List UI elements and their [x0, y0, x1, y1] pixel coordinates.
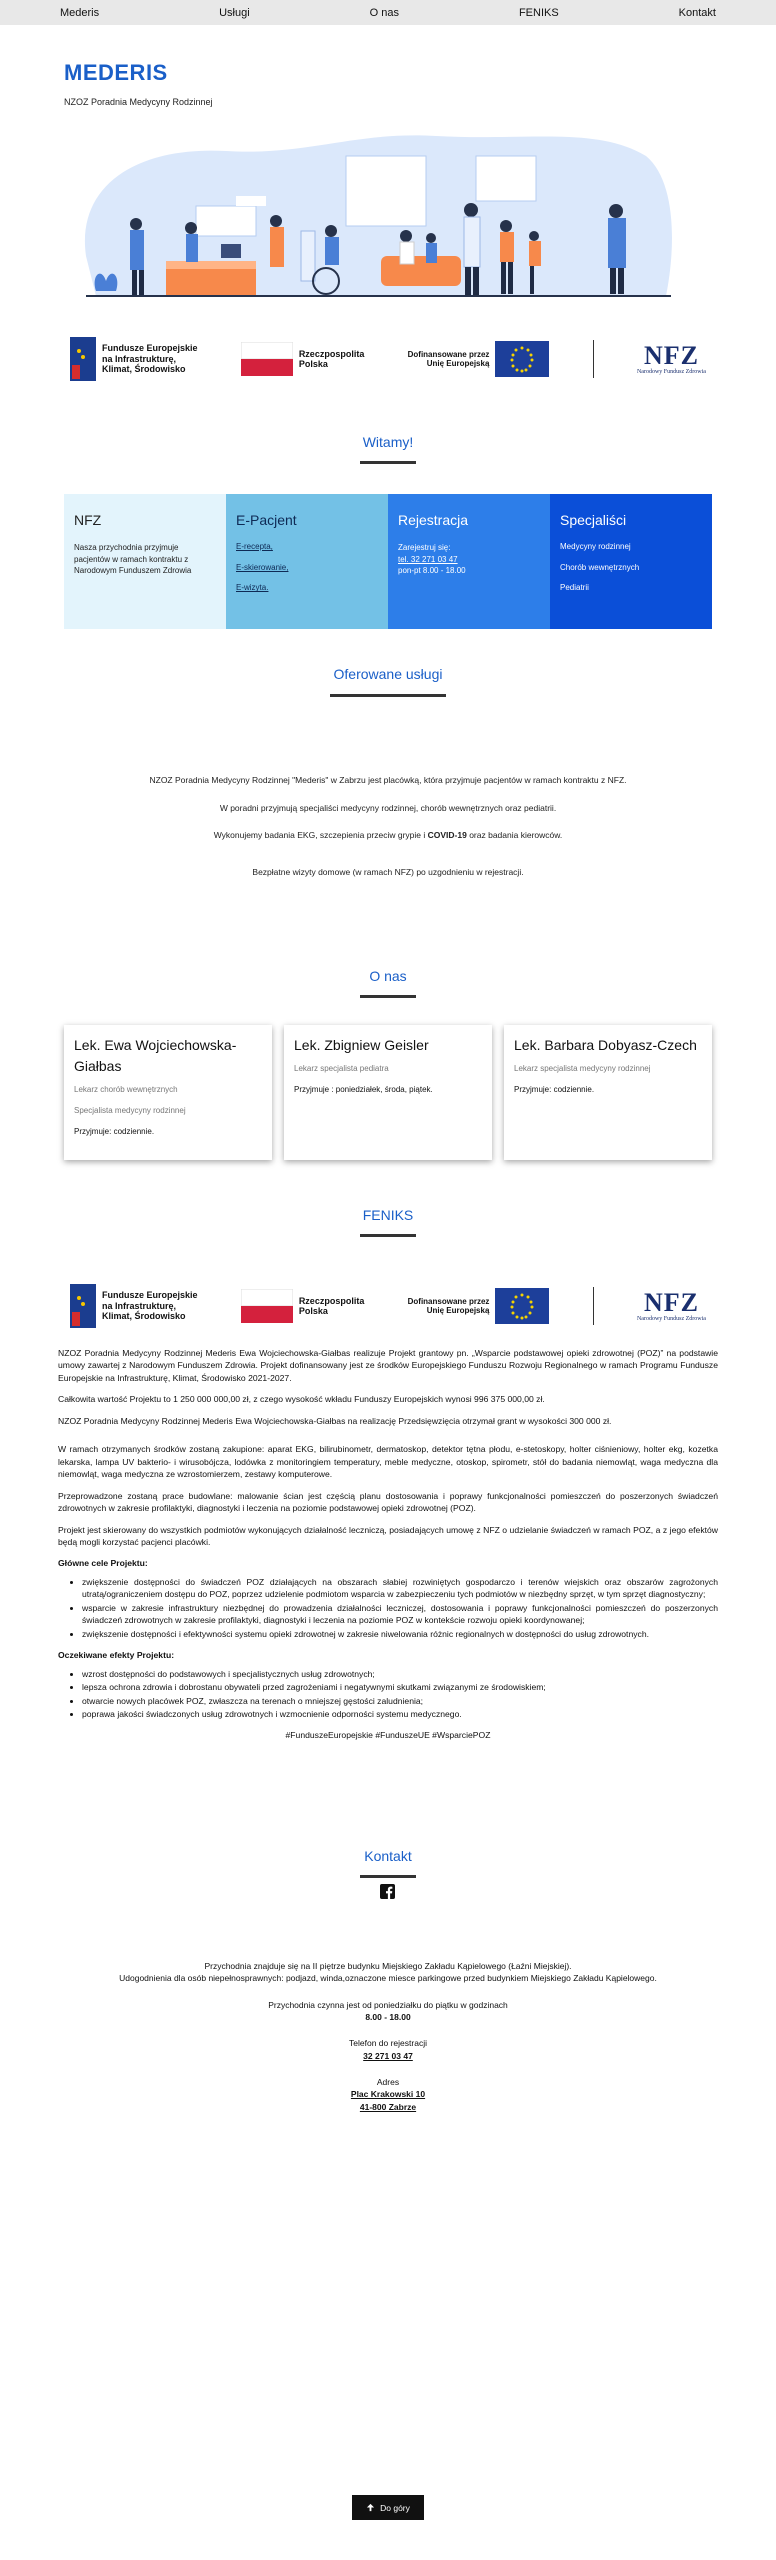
contact-phone-label: Telefon do rejestracji: [349, 2038, 427, 2049]
list-item: • wzrost dostępności do podstawowych i specjalistycznych usług zdrowotnych;: [82, 1668, 718, 1680]
nav-link-o-nas[interactable]: O nas: [369, 6, 399, 19]
contact-info: [0, 1960, 776, 2113]
feniks-hashtags: #FunduszeEuropejskie #FunduszeUE #WsparciePOZ: [285, 1730, 491, 1741]
feniks-heading: FENIKS: [362, 1207, 414, 1223]
fe-logo-text: Fundusze Europejskie na Infrastrukturę, Klimat, Środowisko: [102, 343, 198, 375]
rp-logo-text: Rzeczpospolita Polska: [298, 348, 365, 369]
top-navigation: [0, 0, 776, 25]
doctor-card: [64, 1025, 272, 1160]
list-item: • otwarcie nowych placówek POZ, zwłaszcza na terenach o mniejszej gęstości zaludnienia;: [82, 1695, 718, 1707]
services-heading-underline: [330, 694, 446, 697]
services-text-3: Wykonujemy badania EKG, szczepienia przeciw grypie i COVID-19 oraz badania kierowców.: [213, 830, 563, 840]
rp-logo: [241, 342, 365, 376]
nfz-logo-subtext: Narodowy Fundusz Zdrowia: [636, 369, 706, 375]
nav-link-uslugi[interactable]: Usługi: [219, 6, 250, 19]
funding-logos-feniks: [70, 1280, 706, 1332]
card-nfz-text: Nasza przychodnia przyjmuje pacjentów w ramach kontraktu z Narodowym Funduszem Zdrowia: [74, 543, 192, 576]
list-item: • zwiększenie dostępności do świadczeń POZ działających na obszarach słabiej rozwiniętych gospodarczo i terenów wiejskich oraz obszarów zagrożonych utratą/ograniczeniem dostępu do POZ, poprzez udzielenie podmiotom wsparcia w zabezpieczeniu tych podmiotów w niezbędny sprzęt, w tym sprzęt diagnostyczny;: [82, 1576, 718, 1601]
feniks-paragraph: NZOZ Poradnia Medycyny Rodzinnej Mederis Ewa Wojciechowska-Giałbas realizuje Projekt grantowy pn. „Wsparcie podstawowej opieki zdrowotnej (POZ)” na podstawie umowy zawartej z Narodowym Funduszem Zdrowia. Projekt dofinansowany jest ze środków Europejskiego Funduszu Rozwoju Regionalnego w ramach Programu Fundusze Europejskie na Infrastrukturę, Klimat, Środowisko 2021-2027.: [58, 1348, 718, 1383]
clinic-illustration: [76, 126, 676, 316]
fe-flag-icon: [70, 337, 96, 381]
doctor-role: Lekarz specjalista pediatra: [294, 1064, 389, 1073]
doctor-card: [504, 1025, 712, 1160]
feniks-paragraph: Projekt jest skierowany do wszystkich podmiotów wykonujących działalność leczniczą, posiadających umowę z NFZ o udzielanie świadczeń w ramach POZ, a z jego efektów będą mogli korzystać pacjenci placówki.: [58, 1524, 718, 1547]
arrow-up-icon: [366, 2503, 375, 2512]
doctor-role: Specjalista medycyny rodzinnej: [74, 1106, 186, 1115]
polish-flag-icon: [241, 342, 293, 376]
doctors-list: [64, 1025, 712, 1160]
eu-flag-icon: [495, 1288, 549, 1324]
nav-link-mederis[interactable]: Mederis: [59, 6, 100, 19]
link-e-wizyta[interactable]: E-wizyta.: [236, 583, 269, 593]
site-logo-text[interactable]: MEDERIS: [64, 60, 168, 85]
ue-logo-text: Dofinansowane przez Unię Europejską: [407, 349, 490, 368]
feniks-paragraph: Całkowita wartość Projektu to 1 250 000 000,00 zł, z czego wysokość wkładu Funduszy Europejskich wynosi 996 375 000,00 zł.: [58, 1394, 545, 1405]
doctor-role: Lekarz chorób wewnętrznych: [74, 1085, 178, 1094]
welcome-heading: Witamy!: [362, 434, 414, 450]
card-rejestracja-title: Rejestracja: [398, 512, 469, 528]
doctor-name: Lek. Ewa Wojciechowska-Giałbas: [74, 1037, 237, 1074]
services-text-2: W poradni przyjmują specjaliści medycyny rodzinnej, chorób wewnętrznych oraz pediatrii.: [219, 803, 557, 813]
contact-heading-underline: [360, 1875, 416, 1878]
card-specjalisci: [550, 494, 712, 629]
doctor-role: Lekarz specjalista medycyny rodzinnej: [514, 1064, 651, 1073]
eu-flag-icon: [495, 341, 549, 377]
feniks-paragraph: NZOZ Poradnia Medycyny Rodzinnej Mederis Ewa Wojciechowska-Giałbas na realizację Przedsięwzięcia otrzymał grant w wysokości 300 000 zł.: [58, 1415, 612, 1426]
rejestracja-hours: pon-pt 8.00 - 18.00: [398, 566, 466, 576]
funding-logos: [70, 333, 706, 385]
contact-address-city[interactable]: 41-800 Zabrze: [359, 2101, 417, 2112]
contact-accessibility: Udogodnienia dla osób niepełnosprawnych: podjazd, winda,oznaczone miesce parkingowe przed budynkiem Miejskiego Zakładu Kąpielowego.: [119, 1973, 657, 1984]
about-heading-underline: [360, 995, 416, 998]
facebook-icon[interactable]: [380, 1884, 395, 1899]
nav-link-feniks[interactable]: FENIKS: [518, 6, 559, 19]
contact-address-label: Adres: [376, 2076, 400, 2087]
card-e-pacjent: [226, 494, 388, 629]
nfz-logo-mark: NFZ: [643, 341, 699, 370]
fe-logo: [70, 1284, 198, 1328]
card-specjalisci-title: Specjaliści: [560, 512, 627, 528]
doctor-name: Lek. Barbara Dobyasz-Czech: [514, 1037, 697, 1053]
ue-logo: [408, 341, 550, 377]
fe-logo: [70, 337, 198, 381]
feniks-goals-list: [82, 1576, 718, 1640]
specjalisci-item: Pediatrii: [560, 583, 589, 593]
rp-logo-text: Rzeczpospolita Polska: [298, 1295, 365, 1316]
feniks-paragraph: W ramach otrzymanych środków zostaną zakupione: aparat EKG, bilirubinometr, dermatoskop, detektor tętna płodu, e-stetoskopy, holter ciśnieniowy, holter ekg, kozetka lekarska, lampa UV bakterio- i wirusobójcza, lodówka z monitoringiem temperatury, meble medyczne, otoskop, spirometr, stół do badania niemowląt, waga medyczna dla niemowląt, waga medyczna ze wzrostomierzem, zestawy komputerowe.: [58, 1444, 718, 1480]
services-heading: Oferowane usługi: [333, 666, 443, 682]
nfz-logo: [637, 1290, 706, 1322]
contact-location: Przychodnia znajduje się na II piętrze budynku Miejskiego Zakładu Kąpielowego (Łaźni Miejskiej).: [204, 1961, 572, 1971]
ue-logo-text: Dofinansowane przez Unię Europejską: [407, 1296, 490, 1315]
contact-address-street[interactable]: Plac Krakowski 10: [350, 2089, 426, 2100]
card-rejestracja: [388, 494, 550, 629]
list-item: • poprawa jakości świadczonych usług zdrowotnych i wzmocnienie odporności systemu medycznego.: [82, 1708, 718, 1720]
specjalisci-item: Chorób wewnętrznych: [560, 562, 640, 572]
list-item: • wsparcie w zakresie infrastruktury niezbędnej do prowadzenia działalności leczniczej, dostosowania i poprawy funkcjonalności pomieszczeń do poszerzonych świadczeń zdrowotnych w zakresie profilaktyki, diagnostyki i leczenia na poziomie POZ w kontekście rozwoju opieki koordynowanej;: [82, 1602, 718, 1627]
link-e-skierowanie[interactable]: E-skierowanie,: [236, 562, 289, 572]
about-heading: O nas: [369, 968, 407, 984]
card-e-pacjent-title: E-Pacjent: [236, 512, 297, 528]
contact-heading: Kontakt: [364, 1848, 412, 1864]
services-text-1: NZOZ Poradnia Medycyny Rodzinnej "Mederis" w Zabrzu jest placówką, która przyjmuje pacjentów w ramach kontraktu z NFZ.: [149, 775, 627, 785]
link-e-recepta[interactable]: E-recepta,: [236, 542, 273, 551]
feniks-effects-list: [82, 1668, 718, 1721]
rejestracja-phone-link[interactable]: tel. 32 271 03 47: [398, 554, 458, 564]
contact-open-label: Przychodnia czynna jest od poniedziałku do piątku w godzinach: [268, 1999, 508, 2010]
feniks-goals-title: Główne cele Projektu:: [58, 1558, 148, 1569]
welcome-heading-underline: [360, 461, 416, 464]
doctor-hours: Przyjmuje: codziennie.: [74, 1127, 155, 1136]
list-item: • lepsza ochrona zdrowia i dobrostanu obywateli przed zagrożeniami i negatywnymi skutkami związanymi ze środowiskiem;: [82, 1681, 718, 1693]
nfz-logo: [637, 343, 706, 375]
doctor-card: [284, 1025, 492, 1160]
nfz-logo-subtext: Narodowy Fundusz Zdrowia: [636, 1316, 706, 1322]
nav-link-kontakt[interactable]: Kontakt: [678, 6, 716, 19]
nfz-logo-mark: NFZ: [643, 1288, 699, 1317]
contact-phone-link[interactable]: 32 271 03 47: [363, 2050, 413, 2061]
logo-divider: [593, 1287, 594, 1325]
feniks-content: [58, 1347, 718, 1751]
polish-flag-icon: [241, 1289, 293, 1323]
doctor-hours: Przyjmuje : poniedziałek, środa, piątek.: [294, 1085, 433, 1094]
back-to-top-label: Do góry: [380, 2502, 410, 2513]
contact-open-hours: 8.00 - 18.00: [365, 2011, 411, 2022]
logo-divider: [593, 340, 594, 378]
doctor-name: Lek. Zbigniew Geisler: [294, 1037, 429, 1053]
site-subtitle: NZOZ Poradnia Medycyny Rodzinnej: [64, 97, 213, 107]
fe-logo-text: Fundusze Europejskie na Infrastrukturę, Klimat, Środowisko: [102, 1290, 198, 1322]
doctor-hours: Przyjmuje: codziennie.: [514, 1085, 595, 1094]
feniks-paragraph: Przeprowadzone zostaną prace budowlane: malowanie ścian jest częścią planu dostosowania i poprawy funkcjonalności pomieszczeń do poszerzonych świadczeń zdrowotnych w zakresie profilaktyki, diagnostyki i leczenia na poziomie podstawowej opieki zdrowotnej (POZ).: [58, 1490, 718, 1514]
info-cards: [64, 494, 712, 629]
list-item: • zwiększenie dostępności i efektywności systemu opieki zdrowotnej w zakresie niwelowania różnic regionalnych w dostępności do usług zdrowotnych.: [82, 1628, 718, 1640]
rejestracja-label: Zarejestruj się:: [398, 543, 451, 552]
feniks-heading-underline: [360, 1234, 416, 1237]
feniks-effects-title: Oczekiwane efekty Projektu:: [58, 1650, 175, 1661]
ue-logo: [408, 1288, 550, 1324]
card-nfz: [64, 494, 226, 629]
services-text-4: Bezpłatne wizyty domowe (w ramach NFZ) po uzgodnieniu w rejestracji.: [252, 867, 524, 877]
rp-logo: [241, 1289, 365, 1323]
card-nfz-title: NFZ: [74, 512, 102, 528]
fe-flag-icon: [70, 1284, 96, 1328]
specjalisci-item: Medycyny rodzinnej: [560, 542, 631, 551]
back-to-top-button[interactable]: [352, 2495, 424, 2520]
